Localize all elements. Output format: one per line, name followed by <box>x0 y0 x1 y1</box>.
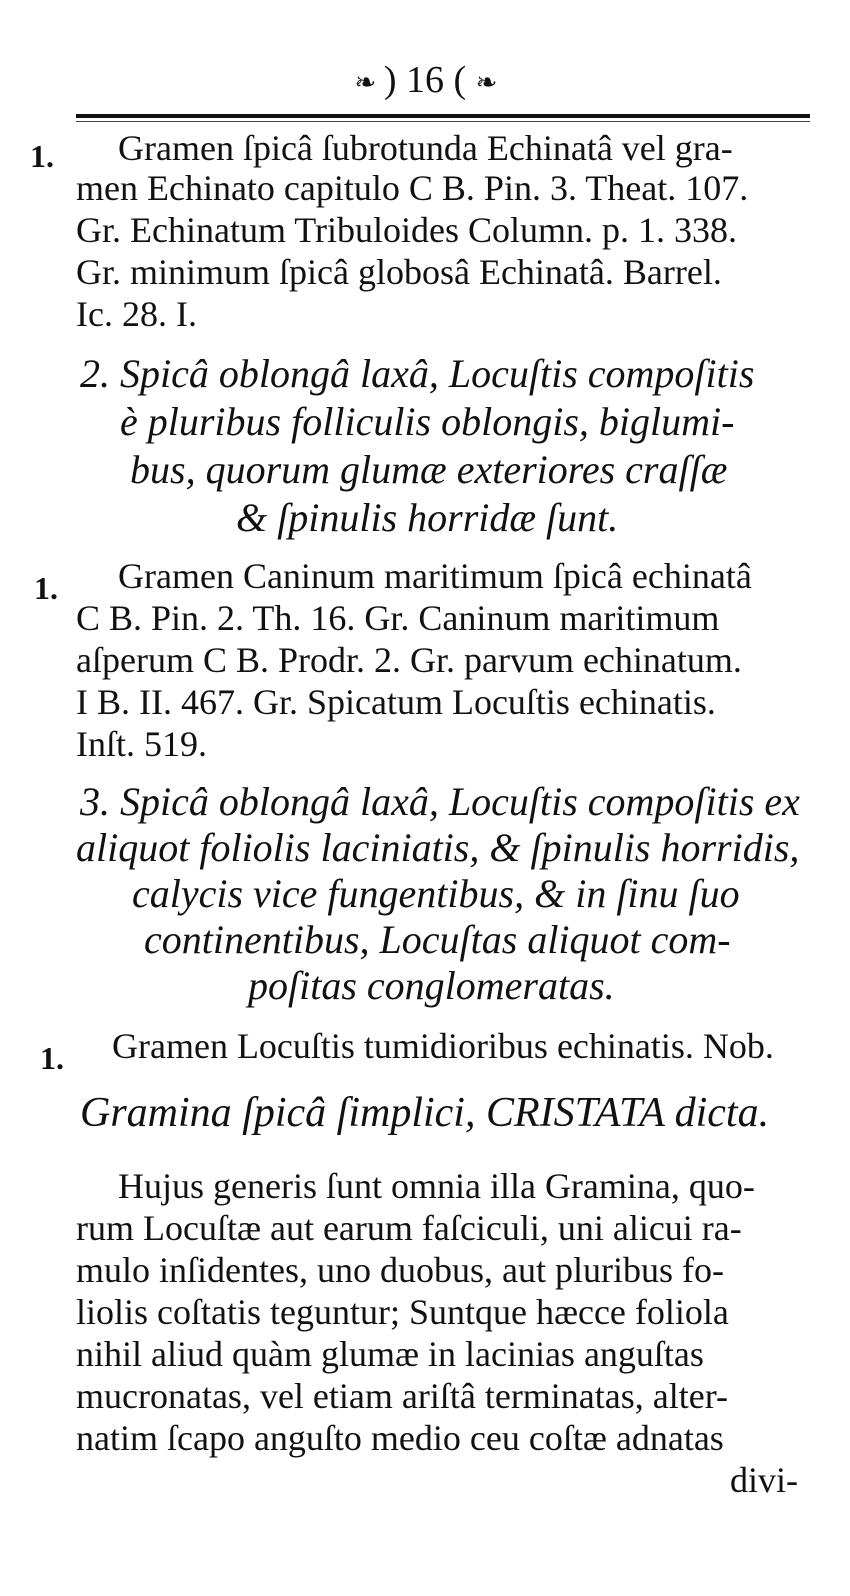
entry-line: Gramen ſpicâ ſubrotunda Echinatâ vel gra- <box>118 128 733 168</box>
entry-line: Ic. 28. I. <box>76 294 197 334</box>
heading-line: continentibus, Locuſtas aliquot com- <box>144 917 731 962</box>
entry-number: 1. <box>30 138 54 174</box>
paragraph-line: natim ſcapo anguſto medio ceu coſtæ adnatas <box>76 1418 724 1458</box>
catchword: divi- <box>730 1460 798 1500</box>
paragraph-line: Hujus generis ſunt omnia illa Gramina, quo- <box>118 1166 755 1206</box>
entry-line: Gr. Echinatum Tribuloides Column. p. 1. 338. <box>76 210 738 250</box>
page-header <box>0 58 850 105</box>
page-number: 16 <box>406 59 444 101</box>
left-ornament-icon: ❧ <box>354 68 375 98</box>
entry-line: Gr. minimum ſpicâ globosâ Echinatâ. Barrel. <box>76 252 722 292</box>
page-number-close: ( <box>444 59 467 101</box>
heading-line: & ſpinulis horridæ ſunt. <box>236 495 619 540</box>
right-ornament-icon: ❧ <box>475 68 496 98</box>
entry-line: aſperum C B. Prodr. 2. Gr. parvum echinatum. <box>76 640 742 680</box>
paragraph-line: mulo inſidentes, uno duobus, aut pluribus fo- <box>76 1250 724 1290</box>
entry-line: Gramen Locuſtis tumidioribus echinatis. Nob. <box>112 1026 774 1066</box>
paragraph-line: liolis coſtatis teguntur; Suntque hæcce foliola <box>76 1292 729 1332</box>
section-title-text: Gramina ſpicâ ſimplici, CRISTATA dicta. <box>80 1090 770 1136</box>
heading-line: aliquot foliolis laciniatis, & ſpinulis horridis, <box>76 825 800 870</box>
entry-line: C B. Pin. 2. Th. 16. Gr. Caninum maritimum <box>76 598 720 638</box>
entry-line: Inſt. 519. <box>76 724 207 764</box>
paragraph-line: rum Locuſtæ aut earum faſciculi, uni alicui ra- <box>76 1208 742 1248</box>
heading-line: è pluribus folliculis oblongis, biglumi- <box>120 399 735 444</box>
heading-line: 3. Spicâ oblongâ laxâ, Locuſtis compoſitis ex <box>80 779 800 824</box>
heading-line: bus, quorum glumæ exteriores craſſæ <box>130 447 728 492</box>
entry-line: Gramen Caninum maritimum ſpicâ echinatâ <box>118 556 752 596</box>
paragraph-line: nihil aliud quàm glumæ in lacinias anguſtas <box>76 1334 704 1374</box>
heading-line: calycis vice fungentibus, & in ſinu ſuo <box>132 871 740 916</box>
entry-number: 1. <box>34 570 58 606</box>
header-rule <box>76 114 810 118</box>
header-rule-thin <box>76 121 810 122</box>
entry-line: I B. II. 467. Gr. Spicatum Locuſtis echinatis. <box>76 682 716 722</box>
heading-line: poſitas conglomeratas. <box>248 963 615 1008</box>
entry-line: men Echinato capitulo C B. Pin. 3. Theat. 107. <box>76 168 749 208</box>
paragraph-line: mucronatas, vel etiam ariſtâ terminatas, alter- <box>76 1376 728 1416</box>
heading-line: 2. Spicâ oblongâ laxâ, Locuſtis compoſitis <box>80 351 755 396</box>
page-number-open: ) <box>383 59 406 101</box>
entry-number: 1. <box>40 1040 64 1076</box>
